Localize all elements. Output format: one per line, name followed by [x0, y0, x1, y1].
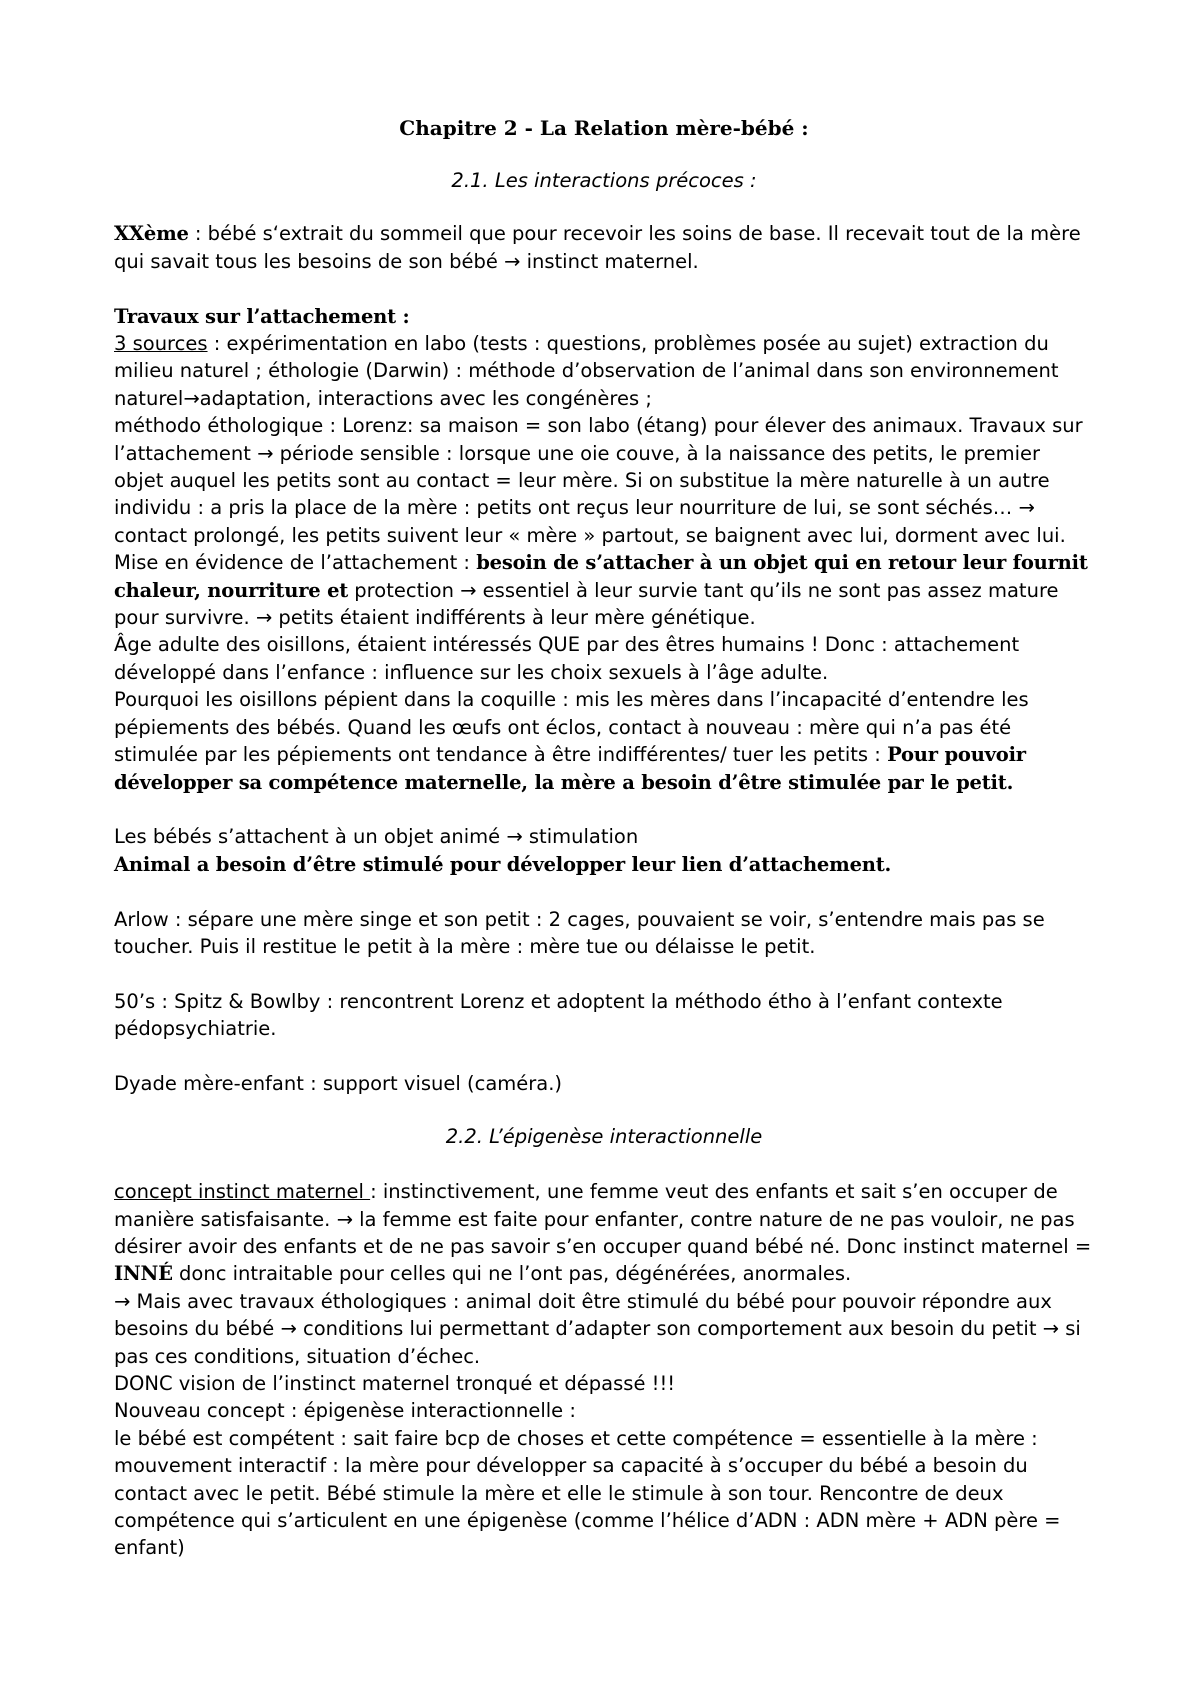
pourquoi-paragraph	[114, 686, 1094, 796]
xxeme-bold: XXème	[114, 222, 189, 246]
le-bebe-paragraph: le bébé est compétent : sait faire bcp de choses et cette compétence = essentielle à la mère : mouvement interactif : la mère pour développer sa capacité à s’occuper du bébé a besoin du contact avec le petit. Bébé stimule la mère et elle le stimule à son tour. Rencontre de deux compétence qui s’articulent en une épigenèse (comme l’hélice d’ADN : ADN mère + ADN père = enfant)	[114, 1426, 1061, 1560]
concept-bold: INNÉ	[114, 1262, 173, 1286]
nouveau-concept-line: Nouveau concept : épigenèse interactionnelle :	[114, 1399, 576, 1423]
concept-underlined: concept instinct maternel	[114, 1180, 371, 1204]
sources-text: : expérimentation en labo (tests : questions, problèmes posée au sujet) extraction du milieu naturel ; éthologie (Darwin) : méthode d’observation de l’animal dans son environnement naturel→adaptation, interactions avec les congénères ;	[114, 332, 1059, 410]
concept-text-2: donc intraitable pour celles qui ne l’ont pas, dégénérées, anormales.	[172, 1262, 852, 1286]
animal-bold-line: Animal a besoin d’être stimulé pour développer leur lien d’attachement.	[114, 852, 892, 876]
travaux-heading: Travaux sur l’attachement :	[114, 304, 410, 328]
methodo-text: méthodo éthologique : Lorenz: sa maison = son labo (étang) pour élever des animaux. Travaux sur l’attachement → période sensible : lorsque une oie couve, à la naissance des petits, le premier objet auquel les petits sont au contact = leur mère. Si on substitue la mère naturelle à un autre individu : a pris la place de la mère : petits ont reçus leur nourriture de lui, se sont séchés… → contact prolongé, les petits suivent leur « mère » partout, se baignent avec lui, dorment avec lui. Mise en évidence de l’attachement :	[114, 414, 1083, 575]
methodo-text-2: protection → essentiel à leur survie tant qu’ils ne sont pas assez mature pour survivre. → petits étaient indifférents à leur mère génétique.	[114, 578, 1059, 630]
age-paragraph: Âge adulte des oisillons, étaient intéressés QUE par des êtres humains ! Donc : attachement développé dans l’enfance : influence sur les choix sexuels à l’âge adulte.	[114, 633, 1020, 684]
sources-paragraph	[114, 330, 1094, 412]
methodo-paragraph	[114, 412, 1094, 631]
mais-avec-paragraph: → Mais avec travaux éthologiques : animal doit être stimulé du bébé pour pouvoir répondre aux besoins du bébé → conditions lui permettant d’adapter son comportement aux besoin du petit → si pas ces conditions, situation d’échec.	[114, 1289, 1081, 1368]
section-1-title: 2.1. Les interactions précoces :	[451, 169, 757, 192]
chapter-title: Chapitre 2 - La Relation mère-bébé :	[399, 116, 809, 140]
arlow-paragraph: Arlow : sépare une mère singe et son petit : 2 cages, pouvaient se voir, s’entendre mais pas se toucher. Puis il restitue le petit à la mère : mère tue ou délaisse le petit.	[114, 907, 1045, 958]
pourquoi-text: Pourquoi les oisillons pépient dans la coquille : mis les mères dans l’incapacité d’entendre les pépiements des bébés. Quand les œufs ont éclos, contact à nouveau : mère qui n’a pas été stimulée par les pépiements ont tendance à être indifférentes/ tuer les petits :	[114, 688, 1029, 767]
document-content	[114, 100, 1094, 1562]
pourquoi-bold: Pour pouvoir développer sa compétence maternelle, la mère a besoin d’être stimulée par le petit.	[114, 743, 1026, 794]
methodo-bold: besoin de s’attacher à un objet qui en retour leur fournit chaleur, nourriture et	[114, 551, 1088, 602]
sources-underlined: 3 sources	[114, 332, 208, 356]
section-2-title: 2.2. L’épigenèse interactionnelle	[445, 1125, 763, 1149]
donc-vision-line: DONC vision de l’instinct maternel tronqué et dépassé !!!	[114, 1371, 676, 1395]
concept-text: : instinctivement, une femme veut des enfants et sait s’en occuper de manière satisfaisante. → la femme est faite pour enfanter, contre nature de ne pas vouloir, ne pas désirer avoir des enfants et de ne pas savoir s’en occuper quand bébé né. Donc instinct maternel =	[114, 1180, 1092, 1258]
xxeme-text: : bébé s‘extrait du sommeil que pour recevoir les soins de base. Il recevait tout de la mère qui savait tous les besoins de son bébé → instinct maternel.	[114, 222, 1081, 273]
xxeme-paragraph	[114, 220, 1094, 275]
concept-paragraph	[114, 1178, 1094, 1288]
dyade-line: Dyade mère-enfant : support visuel (caméra.)	[114, 1071, 563, 1095]
spitz-paragraph: 50’s : Spitz & Bowlby : rencontrent Lorenz et adoptent la méthodo étho à l’enfant contexte pédopsychiatrie.	[114, 989, 1003, 1041]
bebes-line: Les bébés s’attachent à un objet animé → stimulation	[114, 825, 639, 849]
